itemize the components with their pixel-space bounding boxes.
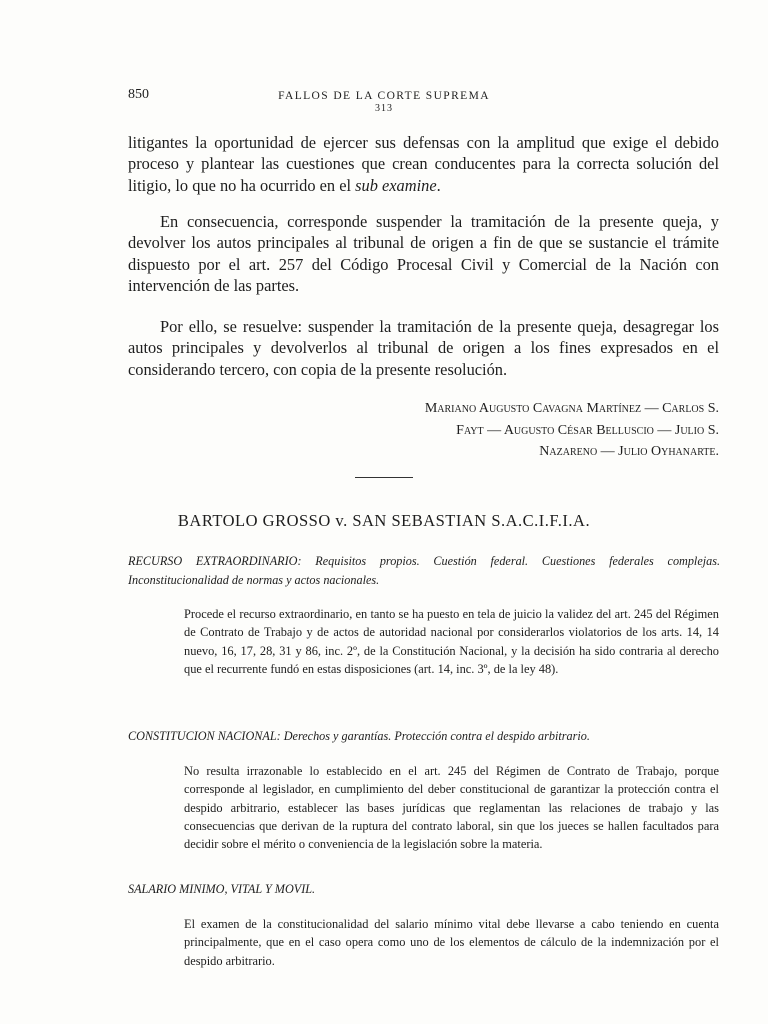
paragraph-consequence [128,211,719,296]
volume-number: 313 [375,103,393,114]
signature-line: Nazareno — Julio Oyhanarte. [539,444,719,459]
summary-paragraph: No resulta irrazonable lo establecido en el art. 245 del Régimen de Contrato de Trabajo, porque corresponde al legislador, en cumplimiento del deber constitucional de garantizar la protección contra el despido arbitrario, establecer las bases jurídicas que reglamentan las relaciones de trabajo y las consecuencias que derivan de la ruptura del contrato laboral, sin que los jueces se hallen facultados para decidir sobre el mérito o conveniencia de la legislación sobre la materia. [184,764,719,852]
section-divider [355,477,413,478]
paragraph-continuation [128,132,719,196]
summary-text-constitucion [184,762,719,853]
paragraph-resolution [128,316,719,380]
summary-heading-constitucion: CONSTITUCION NACIONAL: Derechos y garantías. Protección contra el despido arbitrario. [128,729,590,743]
running-title: FALLOS DE LA CORTE SUPREMA [278,90,490,102]
latin-term: sub examine [355,175,437,195]
summary-heading-recurso: RECURSO EXTRAORDINARIO: Requisitos propios. Cuestión federal. Cuestiones federales complejas. Inconstitucionalidad de normas y actos nacionales. [128,554,720,587]
summary-paragraph: Procede el recurso extraordinario, en tanto se ha puesto en tela de juicio la validez del art. 245 del Régimen de Contrato de Trabajo y de actos de autoridad nacional por considerarlos violatorios de los arts. 14, 14 nuevo, 16, 17, 28, 31 y 86, inc. 2º, de la Constitución Nacional, y la decisión ha sido contraria al derecho que el recurrente fundó en estas disposiciones (art. 14, inc. 3º, de la ley 48). [184,607,719,676]
page-number: 850 [128,87,149,102]
paragraph-end: . [436,175,441,195]
paragraph-text: En consecuencia, corresponde suspender la tramitación de la presente queja, y devolver los autos principales al tribunal de origen a fin de que se sustancie el trámite dispuesto por el art. 257 del Código Procesal Civil y Comercial de la Nación con intervención de las partes. [128,212,719,295]
paragraph-text: litigantes la oportunidad de ejercer sus defensas con la amplitud que exige el debido proceso y plantear las cuestiones que crean conducentes para la correcta solución del litigio, lo que no ha ocurrido en el [128,133,719,195]
summary-text-salario [184,915,719,970]
signature-line: Fayt — Augusto César Belluscio — Julio S. [456,422,719,438]
paragraph-text: Por ello, se resuelve: suspender la tramitación de la presente queja, desagregar los autos principales y devolverlos al tribunal de origen a los fines expresados en el considerando tercero, con copia de la presente resolución. [128,317,719,379]
signatures-block [300,398,719,463]
summary-text-recurso [184,605,719,678]
summary-heading-salario: SALARIO MINIMO, VITAL Y MOVIL. [128,882,316,896]
summary-paragraph: El examen de la constitucionalidad del salario mínimo vital debe llevarse a cabo teniendo en cuenta principalmente, que en el caso opera como uno de los elementos de cálculo de la indemnización por el despido arbitrario. [184,917,719,968]
case-title: BARTOLO GROSSO v. SAN SEBASTIAN S.A.C.I.F.I.A. [177,511,591,530]
signature-line: Mariano Augusto Cavagna Martínez — Carlos S. [424,401,719,416]
